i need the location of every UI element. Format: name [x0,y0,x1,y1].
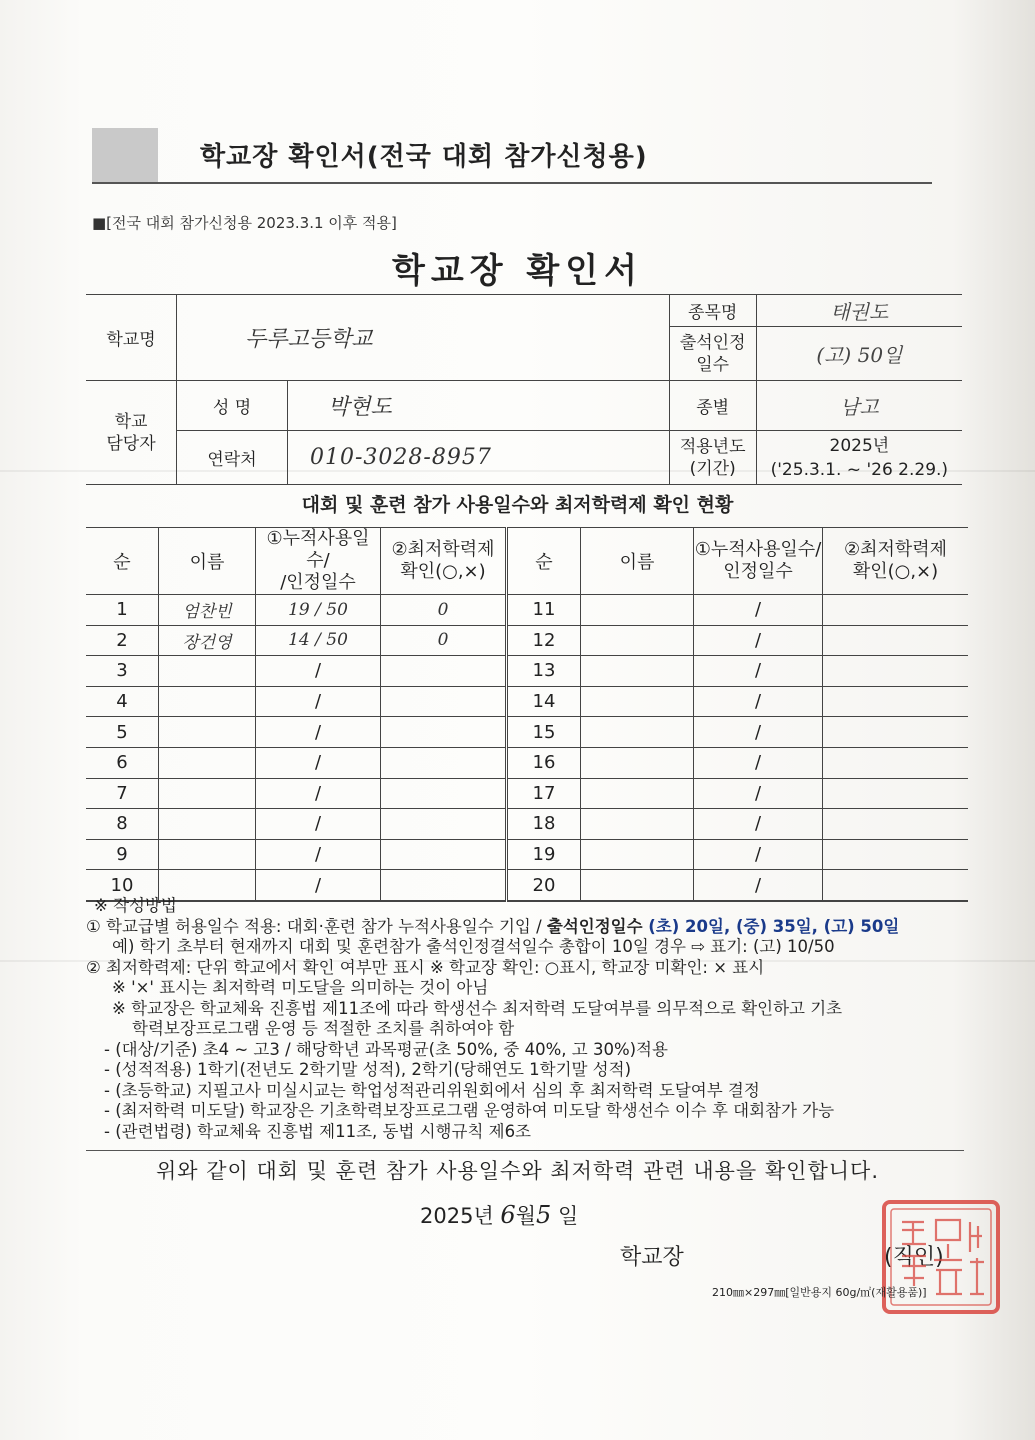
row-no: 6 [86,747,159,778]
row-name-right [581,839,694,870]
period-value: ('25.3.1. ~ '26 2.29.) [770,459,949,480]
row-name-right [581,625,694,656]
row-no: 2 [86,625,159,656]
row-no-right: 11 [507,595,581,626]
row-days: / [256,870,381,901]
row-days: / [256,809,381,840]
row-check [381,809,507,840]
year-value: 2025년 [829,435,890,456]
date-day-unit: 일 [557,1204,579,1228]
gender-label: 종별 [669,381,756,431]
name-value: 박현도 [288,381,670,431]
row-check-right [823,717,969,748]
row-no-right: 16 [507,747,581,778]
note-1-example: 예) 학기 초부터 현재까지 대회 및 훈련참가 출석인정결석일수 총합이 10일 경우 ⇨ 표기: (고) 10/50 [112,937,835,956]
year-cell [756,431,962,485]
row-check: 0 [381,625,507,656]
year-label: 적용년도 (기간) [669,431,756,485]
note-2a: ※ '×' 표시는 최저학력 미도달을 의미하는 것이 아님 [112,978,489,997]
row-name-right [581,747,694,778]
school-label: 학교명 [86,295,177,381]
row-days-right: / [694,778,823,809]
table-row [86,717,968,748]
school-value: 두루고등학교 [177,295,670,381]
row-days: 14 / 50 [256,625,381,656]
header-name: 이름 [159,528,256,595]
paper-spec: 210㎜×297㎜[일반용지 60g/㎡(재활용품)] [712,1286,927,1299]
header-no: 순 [86,528,159,595]
row-no: 8 [86,809,159,840]
application-note: ■[전국 대회 참가신청용 2023.3.1 이후 적용] [92,214,397,232]
issue-date [420,1200,578,1230]
header-days-right: ①누적사용일수/ 인정일수 [694,528,823,595]
date-day: 5 [536,1201,552,1229]
row-check [381,839,507,870]
name-label: 성 명 [177,381,288,431]
row-name [159,656,256,687]
table-header-row [86,528,968,595]
date-month: 6 [500,1201,516,1229]
row-name-right [581,809,694,840]
row-check [381,717,507,748]
manager-label: 학교 담당자 [86,381,177,485]
usage-table [86,527,968,902]
row-check-right [823,747,969,778]
row-check-right [823,625,969,656]
row-name-right [581,717,694,748]
row-no-right: 18 [507,809,581,840]
detail-4: - (최저학력 미도달) 학교장은 기초학력보장프로그램 운영하여 미도달 학생선수 이수 후 대회참가 가능 [104,1101,835,1120]
row-check-right [823,809,969,840]
instructions-heading: ※ 작성방법 [94,896,177,915]
row-no-right: 13 [507,656,581,687]
header-bar [92,128,932,184]
table-row [86,686,968,717]
note-1 [86,917,976,938]
row-check-right [823,686,969,717]
header-check-right: ②최저학력제 확인(○,×) [823,528,969,595]
note-2b: ※ 학교장은 학교체육 진흥법 제11조에 따라 학생선수 최저학력 도달여부를 의무적으로 확인하고 기초 [112,998,843,1018]
detail-1: - (대상/기준) 초4 ~ 고3 / 해당학년 과목평균(초 50%, 중 40%, 고 30%)적용 [104,1039,668,1059]
row-days: / [256,839,381,870]
row-name [159,717,256,748]
row-check-right [823,778,969,809]
row-name: 엄찬빈 [159,595,256,626]
header-no-right: 순 [507,528,581,595]
gender-value: 남고 [756,381,962,431]
row-days: / [256,686,381,717]
date-year: 2025년 [420,1204,494,1228]
row-name-right [581,595,694,626]
row-no: 3 [86,656,159,687]
row-days-right: / [694,656,823,687]
row-check [381,747,507,778]
row-no: 5 [86,717,159,748]
row-name [159,747,256,778]
seal-label: (직인) [884,1245,944,1270]
contact-label: 연락처 [177,431,288,485]
note-2c: 학력보장프로그램 운영 등 적절한 조치를 취하여야 함 [132,1019,515,1038]
contact-value: 010-3028-8957 [288,431,670,485]
row-name [159,686,256,717]
attendance-label: 출석인정 일수 [669,327,756,381]
section-title: 대회 및 훈련 참가 사용일수와 최저학력제 확인 현황 [301,494,734,516]
row-no-right: 14 [507,686,581,717]
row-check [381,778,507,809]
row-days-right: / [694,747,823,778]
principal-label: 학교장 [620,1245,684,1270]
row-check [381,686,507,717]
row-days-right: / [694,717,823,748]
note-2: ② 최저학력제: 단위 학교에서 확인 여부만 표시 ※ 학교장 확인: ○표시, 학교장 미확인: × 표시 [86,957,765,977]
row-name [159,778,256,809]
table-row [86,839,968,870]
row-no-right: 12 [507,625,581,656]
header-check: ②최저학력제 확인(○,×) [381,528,507,595]
sport-label: 종목명 [669,295,756,327]
row-no: 9 [86,839,159,870]
row-days-right: / [694,809,823,840]
divider [86,1150,964,1151]
row-no: 1 [86,595,159,626]
info-table [86,294,962,485]
date-month-unit: 월 [515,1204,536,1228]
table-row [86,778,968,809]
row-check-right [823,839,969,870]
row-days: 19 / 50 [256,595,381,626]
header-gray-block [92,128,158,182]
row-check-right [823,656,969,687]
note-1-text: ① 학교급별 허용일수 적용: 대회·훈련 참가 누적사용일수 기입 / [86,916,547,936]
table-row [86,809,968,840]
header-name-right: 이름 [581,528,694,595]
note-1-limits: (초) 20일, (중) 35일, (고) 50일 [642,916,900,936]
row-days-right: / [694,870,823,901]
instructions [86,896,976,1142]
row-days-right: / [694,595,823,626]
row-name-right [581,686,694,717]
row-no: 4 [86,686,159,717]
table-row [86,656,968,687]
detail-2: - (성적적용) 1학기(전년도 2학기말 성적), 2학기(당해연도 1학기말 성적) [104,1060,632,1079]
row-check: 0 [381,595,507,626]
confirmation-text: 위와 같이 대회 및 훈련 참가 사용일수와 최저학력 관련 내용을 확인합니다. [155,1159,879,1183]
row-name [159,839,256,870]
row-days: / [256,747,381,778]
main-title: 학교장 확인서 [392,251,643,291]
row-days-right: / [694,686,823,717]
row-no-right: 19 [507,839,581,870]
row-name [159,809,256,840]
table-row [86,625,968,656]
row-days: / [256,778,381,809]
row-no-right: 20 [507,870,581,901]
row-check-right [823,595,969,626]
table-row [86,747,968,778]
row-name: 장건영 [159,625,256,656]
row-name-right [581,656,694,687]
detail-5: - (관련법령) 학교체육 진흥법 제11조, 동법 시행규칙 제6조 [104,1121,531,1141]
row-days-right: / [694,625,823,656]
row-days: / [256,717,381,748]
header-title: 학교장 확인서(전국 대회 참가신청용) [200,142,648,172]
header-days: ①누적사용일수/ /인정일수 [256,528,381,595]
table-row [86,595,968,626]
row-no-right: 15 [507,717,581,748]
row-days-right: / [694,839,823,870]
note-1-bold: 출석인정일수 [546,916,643,936]
row-no: 7 [86,778,159,809]
row-days: / [256,656,381,687]
row-name-right [581,778,694,809]
row-no-right: 17 [507,778,581,809]
detail-3: - (초등학교) 지필고사 미실시교는 학업성적관리위원회에서 심의 후 최저학력 도달여부 결정 [104,1080,760,1100]
attendance-value: (고) 50일 [756,327,962,381]
row-check [381,656,507,687]
row-no: 10 [86,870,159,901]
sport-value: 태권도 [756,295,962,327]
